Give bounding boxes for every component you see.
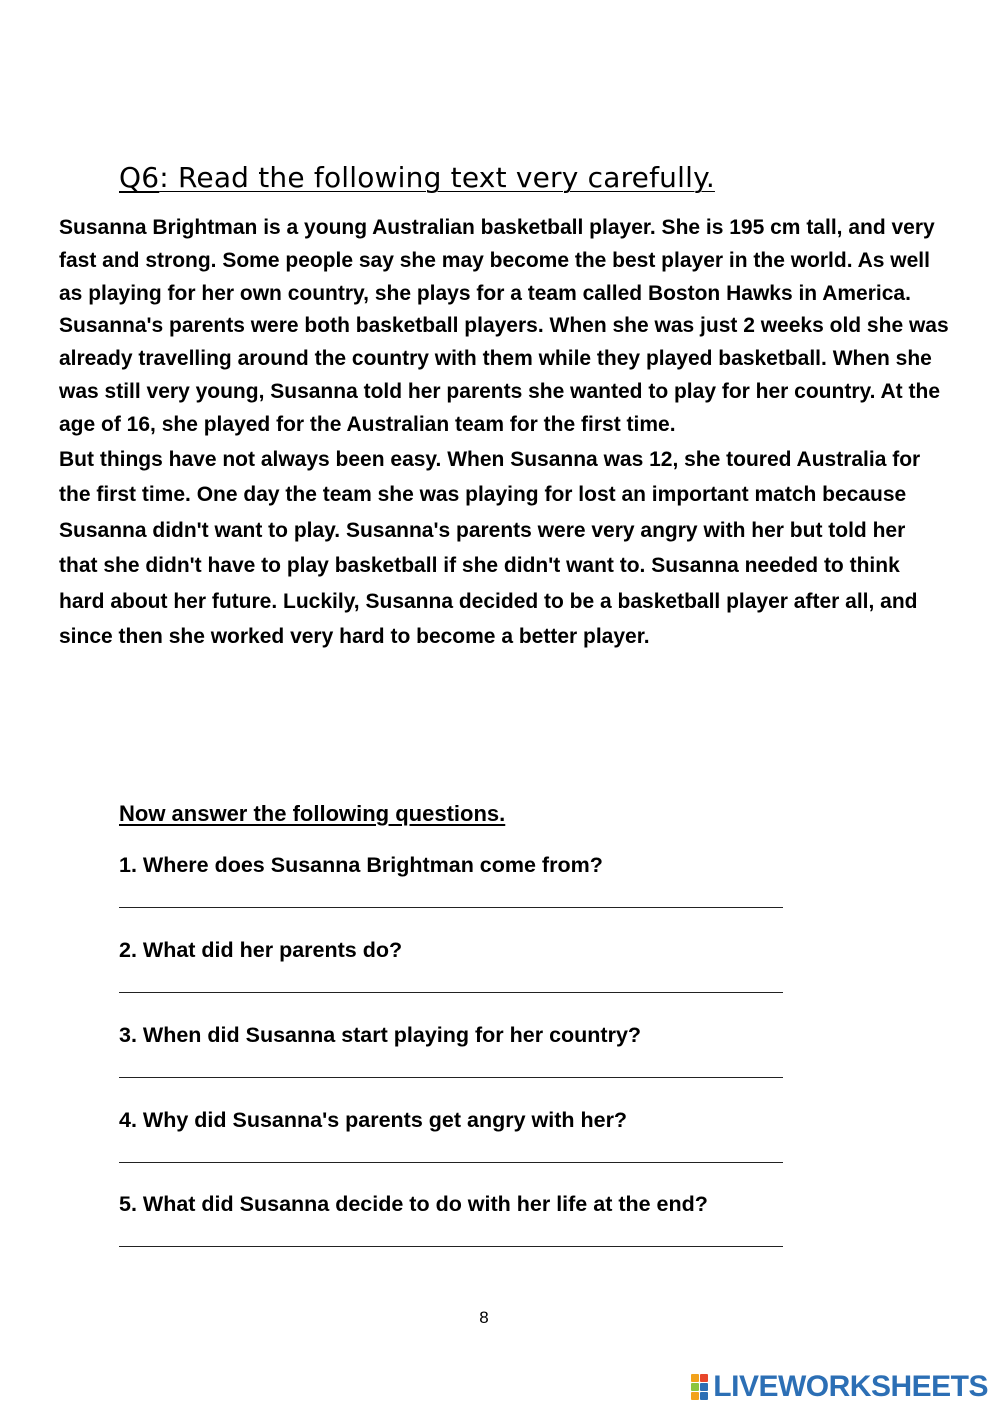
answer-line[interactable] [119,1246,783,1247]
reading-passage [59,212,949,655]
brand-name: LIVEWORKSHEETS [713,1370,988,1403]
passage-paragraph: But things have not always been easy. When Susanna was 12, she toured Australia for the first time. One day the team she was playing for lost an important match because Susanna didn't want to play. Susanna's parents were very angry with her but told her that she didn't have to play basketball if she didn't want to. Susanna needed to think hard about her future. Luckily, Susanna decided to be a basketball player after all, and since then she worked very hard to become a better player. [59,447,921,649]
answer-line[interactable] [119,1162,783,1163]
question-item: 4. Why did Susanna's parents get angry with her? [119,1108,628,1132]
passage-paragraph: Susanna Brightman is a young Australian basketball player. She is 195 cm tall, and very fast and strong. Some people say she may become the best player in the world. As well as playing for her own country, she plays for a team called Boston Hawks in America. [59,216,935,305]
question-item: 2. What did her parents do? [119,938,403,962]
passage-paragraph: Susanna's parents were both basketball players. When she was just 2 weeks old she was already travelling around the country with them while they played basketball. When she was still very young, Susanna told her parents she wanted to play for her country. At the age of 16, she played for the Australian team for the first time. [59,314,949,436]
question-item: 3. When did Susanna start playing for her country? [119,1023,642,1047]
question-number: Q6 [119,161,160,194]
brand-watermark[interactable] [691,1370,988,1404]
answer-line[interactable] [119,907,783,908]
answer-line[interactable] [119,992,783,993]
question-item: 1. Where does Susanna Brightman come from? [119,853,603,877]
questions-heading: Now answer the following questions. [119,801,506,826]
heading-instruction: : Read the following text very carefully. [159,161,715,194]
answer-line[interactable] [119,1077,783,1078]
section-heading [119,158,715,198]
page-number: 8 [479,1308,489,1327]
question-item: 5. What did Susanna decide to do with her life at the end? [119,1192,708,1216]
liveworksheets-logo-icon [691,1374,708,1400]
